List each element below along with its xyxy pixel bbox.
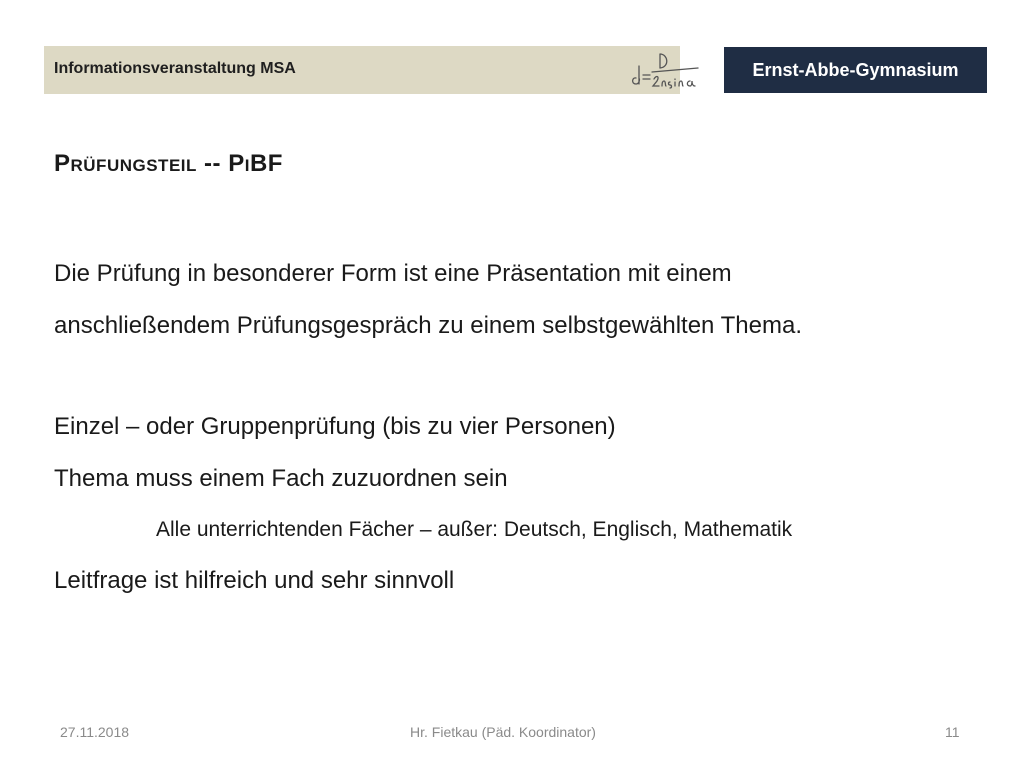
slide-title: Prüfungsteil -- PiBF	[54, 150, 283, 177]
footer-presenter: Hr. Fietkau (Päd. Koordinator)	[410, 724, 596, 740]
body-line: Die Prüfung in besonderer Form ist eine Präsentation mit einem	[54, 260, 732, 287]
slide-number: 11	[945, 724, 960, 740]
header-banner	[44, 46, 680, 94]
footer-date: 27.11.2018	[60, 724, 130, 740]
body-line: Leitfrage ist hilfreich und sehr sinnvoll	[54, 567, 455, 594]
event-title: Informationsveranstaltung MSA	[54, 60, 296, 77]
body-line: Thema muss einem Fach zuzuordnen sein	[54, 465, 508, 492]
body-line: Einzel – oder Gruppenprüfung (bis zu vier Personen)	[54, 413, 616, 440]
formula-logo-icon	[624, 48, 714, 92]
body-line: anschließendem Prüfungsgespräch zu einem selbstgewählten Thema.	[54, 312, 802, 339]
school-name-banner: Ernst-Abbe-Gymnasium	[724, 47, 987, 93]
body-subline: Alle unterrichtenden Fächer – außer: Deutsch, Englisch, Mathematik	[156, 518, 793, 541]
